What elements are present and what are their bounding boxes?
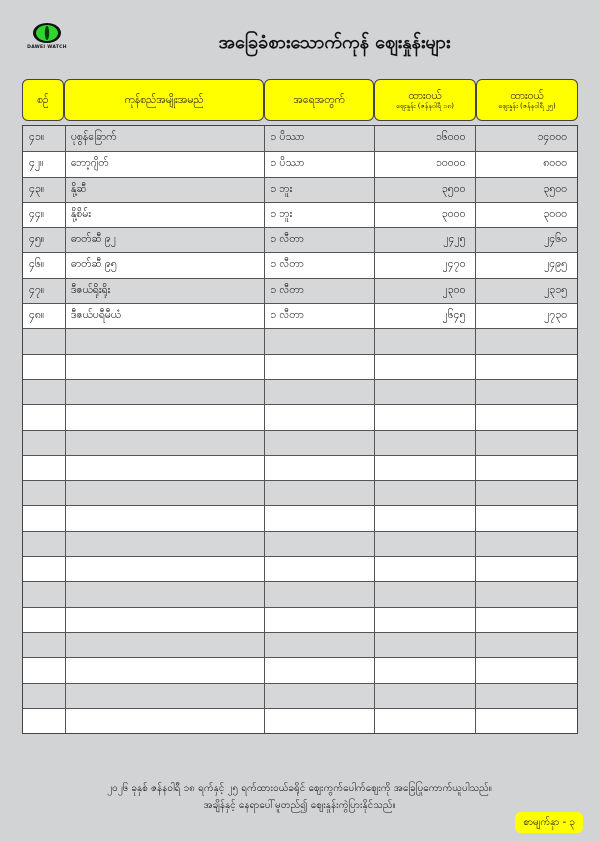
- cell-p1: [374, 329, 476, 353]
- cell-p2: ၂၄၆၀: [475, 228, 577, 252]
- cell-unit: [264, 658, 374, 682]
- cell-no: ၄၇။: [29, 283, 44, 296]
- table-row: [23, 556, 577, 581]
- cell-name: [65, 456, 264, 480]
- cell-no: ၄၈။: [29, 309, 45, 322]
- cell-p1: [374, 405, 476, 429]
- footer-line-2: အချိန်နှင့် နေရာပေါ်မူတည်၍ ဈေးနှုန်းကွဲပြားနိုင်သည်။: [203, 800, 396, 811]
- cell-p1: [374, 658, 476, 682]
- cell-p2: [475, 608, 577, 632]
- table-row: [23, 607, 577, 632]
- cell-unit: [264, 608, 374, 632]
- cell-unit: ၁ ဘူး: [264, 203, 374, 227]
- cell-name: ဓာတ်ဆီ ၉၅: [65, 253, 264, 277]
- cell-p2: [475, 481, 577, 505]
- header-price-2: ထားဝယ် ဈေးနှုန်း (ဇန်နဝါရီ ၂၅): [476, 79, 578, 121]
- table-row: [23, 531, 577, 556]
- cell-name: နို့ဆီ: [65, 178, 264, 202]
- cell-p2: ၂၃၁၅: [475, 279, 577, 303]
- cell-no: [23, 608, 65, 632]
- cell-p1: [374, 557, 476, 581]
- cell-no: ၄၂။: [29, 157, 44, 170]
- cell-p1: [374, 456, 476, 480]
- cell-p1: ၃၀၀၀: [374, 203, 476, 227]
- cell-p2: [475, 684, 577, 708]
- cell-unit: ၁ ဘူး: [264, 178, 374, 202]
- cell-no: [23, 405, 65, 429]
- cell-unit: [264, 329, 374, 353]
- header-price-1: ထားဝယ် ဈေးနှုန်း (ဇန်နဝါရီ ၁၈): [374, 79, 476, 121]
- cell-unit: [264, 532, 374, 556]
- cell-p2: ၂၄၉၅: [475, 253, 577, 277]
- cell-no: [23, 532, 65, 556]
- table-row: [23, 657, 577, 682]
- cell-no: ၄၆။: [29, 258, 44, 271]
- table-row: [23, 455, 577, 480]
- cell-name: [65, 481, 264, 505]
- cell-p2: [475, 709, 577, 733]
- cell-unit: ၁ လီတာ: [264, 304, 374, 328]
- cell-no: [23, 456, 65, 480]
- table-row: [23, 581, 577, 606]
- page-number-badge: စာမျက်နှာ - ၃: [515, 812, 583, 833]
- cell-p1: [374, 481, 476, 505]
- table-row: [23, 480, 577, 505]
- cell-p2: [475, 633, 577, 657]
- cell-p2: [475, 329, 577, 353]
- page-title: အခြေခံစားသောက်ကုန် ဈေးနှုန်းများ: [218, 32, 451, 53]
- cell-p1: [374, 684, 476, 708]
- cell-name: [65, 608, 264, 632]
- table-row: [23, 252, 577, 277]
- eye-icon: [32, 22, 62, 44]
- cell-name: [65, 405, 264, 429]
- brand-logo: [24, 22, 70, 50]
- cell-unit: [264, 633, 374, 657]
- table-header: [22, 79, 578, 121]
- cell-p1: ၁၀၀၀၀: [374, 152, 476, 176]
- cell-p1: [374, 608, 476, 632]
- table-row: [23, 708, 577, 733]
- table-row: [23, 328, 577, 353]
- cell-unit: [264, 355, 374, 379]
- cell-unit: [264, 405, 374, 429]
- cell-no: ၄၃။: [29, 182, 44, 195]
- price-table: [22, 79, 578, 734]
- cell-no: ၄၅။: [29, 233, 44, 246]
- cell-name: နို့စိမ်း: [65, 203, 264, 227]
- cell-no: [23, 380, 65, 404]
- footer-note: [60, 780, 539, 814]
- cell-unit: [264, 431, 374, 455]
- cell-unit: [264, 709, 374, 733]
- table-row: [23, 151, 577, 176]
- cell-name: ပုစွန်ခြောက်: [65, 126, 264, 151]
- header-unit: အရေအတွက်: [264, 79, 374, 121]
- cell-name: [65, 506, 264, 530]
- cell-name: [65, 658, 264, 682]
- cell-p1: ၂၄၇၀: [374, 253, 476, 277]
- cell-p2: ၁၄၀၀၀: [475, 126, 577, 151]
- cell-p2: ၃၅၀၀: [475, 178, 577, 202]
- cell-p1: [374, 709, 476, 733]
- table-row: [23, 303, 577, 328]
- cell-name: ဒီဇယ်ပရီမီယံ: [65, 304, 264, 328]
- cell-unit: [264, 506, 374, 530]
- cell-no: [23, 557, 65, 581]
- cell-unit: ၁ လီတာ: [264, 228, 374, 252]
- cell-no: [23, 582, 65, 606]
- cell-p1: ၂၄၂၅: [374, 228, 476, 252]
- table-row: [23, 354, 577, 379]
- cell-name: [65, 355, 264, 379]
- cell-name: ဓာတ်ဆီ ၉၂: [65, 228, 264, 252]
- table-row: [23, 202, 577, 227]
- cell-name: [65, 380, 264, 404]
- table-row: [23, 278, 577, 303]
- cell-no: [23, 709, 65, 733]
- cell-p2: [475, 355, 577, 379]
- cell-name: [65, 633, 264, 657]
- cell-unit: ၁ လီတာ: [264, 253, 374, 277]
- table-row: [23, 177, 577, 202]
- cell-no: ၄၁။: [29, 131, 44, 143]
- cell-unit: [264, 582, 374, 606]
- cell-p2: [475, 380, 577, 404]
- cell-p1: [374, 355, 476, 379]
- cell-name: [65, 709, 264, 733]
- table-row: [23, 430, 577, 455]
- cell-p1: [374, 532, 476, 556]
- cell-p2: ၈၀၀၀: [475, 152, 577, 176]
- cell-no: [23, 481, 65, 505]
- cell-no: [23, 506, 65, 530]
- cell-no: [23, 355, 65, 379]
- cell-p2: [475, 658, 577, 682]
- cell-p1: ၂၃၀၀: [374, 279, 476, 303]
- cell-name: [65, 684, 264, 708]
- cell-no: [23, 684, 65, 708]
- cell-p2: [475, 532, 577, 556]
- cell-p1: [374, 380, 476, 404]
- cell-unit: ၁ ပိဿာ: [264, 152, 374, 176]
- cell-name: [65, 532, 264, 556]
- cell-no: [23, 329, 65, 353]
- cell-p1: [374, 431, 476, 455]
- cell-p1: [374, 506, 476, 530]
- cell-p2: [475, 431, 577, 455]
- cell-name: [65, 557, 264, 581]
- cell-unit: [264, 481, 374, 505]
- cell-p2: [475, 557, 577, 581]
- cell-p2: [475, 506, 577, 530]
- table-row: [23, 404, 577, 429]
- table-row: [23, 632, 577, 657]
- cell-name: [65, 582, 264, 606]
- cell-no: [23, 431, 65, 455]
- table-row: [23, 126, 577, 151]
- cell-p2: [475, 405, 577, 429]
- cell-p2: ၂၇၃၀: [475, 304, 577, 328]
- cell-no: [23, 658, 65, 682]
- cell-no: ၄၄။: [29, 207, 44, 220]
- cell-p1: [374, 633, 476, 657]
- cell-p2: [475, 582, 577, 606]
- cell-p1: ၂၆၄၅: [374, 304, 476, 328]
- cell-p1: ၃၅၀၀: [374, 178, 476, 202]
- cell-p2: [475, 456, 577, 480]
- brand-name: DAWEI WATCH: [27, 45, 67, 50]
- cell-p2: ၃၀၀၀: [475, 203, 577, 227]
- table-row: [23, 505, 577, 530]
- cell-name: [65, 431, 264, 455]
- table-body: [22, 125, 578, 734]
- cell-p1: [374, 582, 476, 606]
- table-row: [23, 227, 577, 252]
- header-no: စဉ်: [22, 79, 64, 121]
- cell-no: [23, 633, 65, 657]
- cell-unit: [264, 380, 374, 404]
- cell-name: ဘော့ဂျိတ်: [65, 152, 264, 176]
- cell-unit: [264, 456, 374, 480]
- header-name: ကုန်စည်အမျိုးအမည်: [64, 79, 264, 121]
- table-row: [23, 379, 577, 404]
- cell-name: ဒီဇယ်ရိုးရိုး: [65, 279, 264, 303]
- cell-unit: ၁ လီတာ: [264, 279, 374, 303]
- cell-p1: ၁၆၀၀၀: [374, 126, 476, 151]
- table-row: [23, 683, 577, 708]
- cell-name: [65, 329, 264, 353]
- cell-unit: ၁ ပိဿာ: [264, 126, 374, 151]
- cell-unit: [264, 684, 374, 708]
- cell-unit: [264, 557, 374, 581]
- footer-line-1: ၂၀၂၆ ခုနှစ် ဇန်နဝါရီ ၁၈ ရက်နှင့် ၂၅ ရက်ထားဝယ်ခရိုင် ဈေးကွက်ပေါက်ဈေးကို အခြေပြုကောက်ယူပါသည်။: [107, 783, 492, 794]
